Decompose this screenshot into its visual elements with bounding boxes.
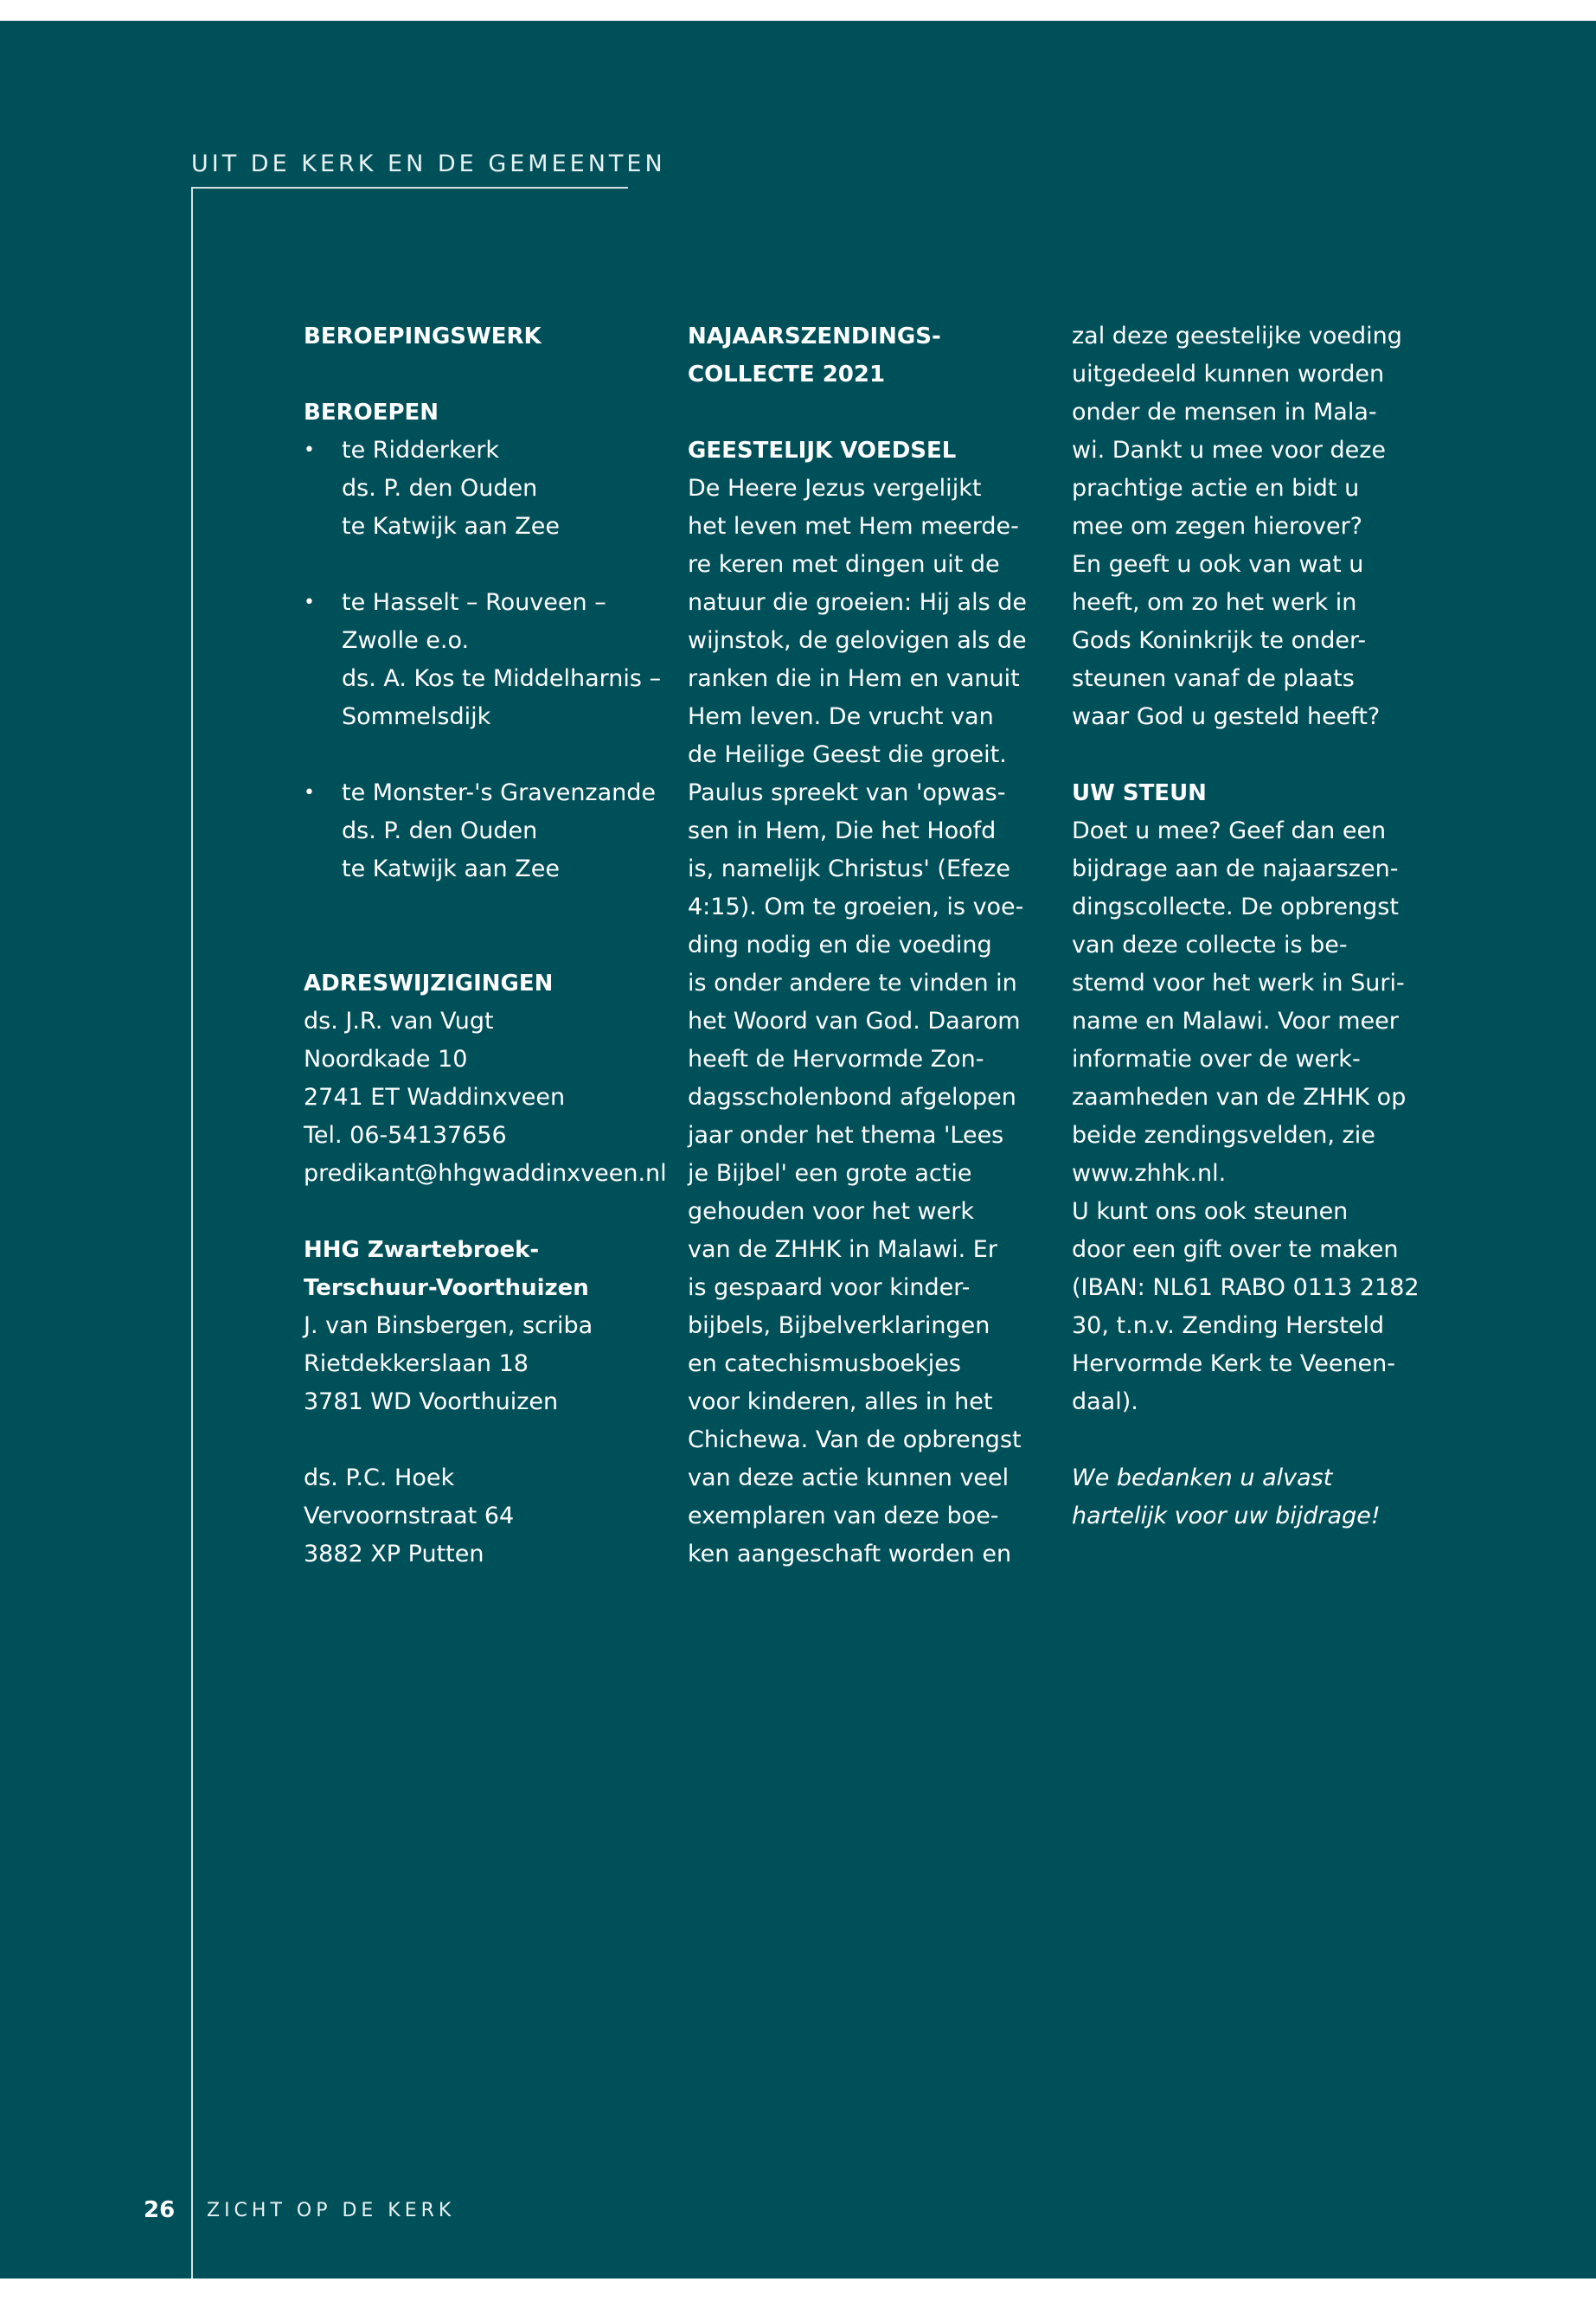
body-line: En geeft u ook van wat u: [1072, 551, 1364, 578]
beroep-line: Zwolle e.o.: [342, 627, 470, 654]
page: [0, 21, 1596, 2279]
body-line: uitgedeeld kunnen worden: [1072, 361, 1385, 388]
article-body: [1072, 812, 1426, 1421]
body-line: ken aangeschaft worden en: [688, 1541, 1012, 1567]
body-line: informatie over de werk-: [1072, 1046, 1361, 1073]
address-line: Noordkade 10: [304, 1046, 468, 1073]
body-line: sen in Hem, Die het Hoofd: [688, 817, 997, 844]
page-number: 26: [144, 2197, 176, 2223]
heading-beroepen: BEROEPEN: [304, 400, 439, 426]
bullet-icon: •: [304, 592, 315, 613]
magazine-title: ZICHT OP DE KERK: [207, 2200, 456, 2221]
address-line: J. van Binsbergen, scriba: [304, 1312, 593, 1339]
margin-rule: [191, 187, 193, 2279]
body-line: De Heere Jezus vergelijkt: [688, 475, 982, 502]
heading-beroepingswerk: BEROEPINGSWERK: [304, 324, 542, 349]
address-line: ds. P.C. Hoek: [304, 1465, 455, 1491]
body-line: zaamheden van de ZHHK op: [1072, 1084, 1407, 1111]
closing-line: hartelijk voor uw bijdrage!: [1072, 1503, 1381, 1529]
body-line: zal deze geestelijke voeding: [1072, 323, 1402, 349]
beroep-line: te Katwijk aan Zee: [342, 856, 560, 882]
section-label: UIT DE KERK EN DE GEMEENTEN: [191, 151, 666, 177]
body-line: (IBAN: NL61 RABO 0113 2182: [1072, 1274, 1420, 1301]
column-1: [304, 317, 667, 1574]
address-line: 2741 ET Waddinxveen: [304, 1084, 566, 1111]
body-line: jaar onder het thema 'Lees: [688, 1122, 1004, 1149]
beroep-line: te Katwijk aan Zee: [342, 513, 560, 540]
header-rule: [191, 187, 628, 189]
beroep-line: te Ridderkerk: [342, 437, 500, 464]
heading-uw-steun: UW STEUN: [1072, 780, 1207, 806]
beroep-item: [304, 584, 663, 736]
body-line: de Heilige Geest die groeit.: [688, 741, 1007, 768]
body-line: steunen vanaf de plaats: [1072, 665, 1355, 692]
body-line: 4:15). Om te groeien, is voe-: [688, 894, 1024, 920]
body-line: en catechismusboekjes: [688, 1350, 961, 1377]
body-line: Paulus spreekt van 'opwas-: [688, 779, 1006, 806]
address-line: Vervoornstraat 64: [304, 1503, 515, 1529]
body-line: van deze collecte is be-: [1072, 932, 1348, 958]
body-line: je Bijbel' een grote actie: [688, 1160, 972, 1187]
body-line: prachtige actie en bidt u: [1072, 475, 1360, 502]
body-line: is, namelijk Christus' (Efeze: [688, 856, 1010, 882]
body-line: Chichewa. Van de opbrengst: [688, 1426, 1022, 1453]
article-body: [1072, 317, 1426, 736]
body-line: exemplaren van deze boe-: [688, 1503, 999, 1529]
body-line: www.zhhk.nl.: [1072, 1160, 1227, 1187]
body-line: is gespaard voor kinder-: [688, 1274, 971, 1301]
body-line: is onder andere te vinden in: [688, 970, 1017, 997]
body-line: gehouden voor het werk: [688, 1198, 974, 1225]
heading-hhg: Terschuur-Voorthuizen: [304, 1275, 589, 1301]
article-title: NAJAARSZENDINGS-: [688, 324, 941, 349]
beroep-line: ds. P. den Ouden: [342, 817, 538, 844]
body-line: door een gift over te maken: [1072, 1236, 1399, 1263]
beroep-line: Sommelsdijk: [342, 703, 491, 730]
body-line: bijdrage aan de najaarszen-: [1072, 856, 1399, 882]
body-line: van de ZHHK in Malawi. Er: [688, 1236, 997, 1263]
body-line: natuur die groeien: Hij als de: [688, 589, 1028, 616]
body-line: 30, t.n.v. Zending Hersteld: [1072, 1312, 1385, 1339]
beroep-line: ds. P. den Ouden: [342, 475, 538, 502]
beroep-item: [304, 432, 663, 546]
body-line: waar God u gesteld heeft?: [1072, 703, 1381, 730]
article-body: [688, 470, 1047, 1574]
body-line: beide zendingsvelden, zie: [1072, 1122, 1375, 1149]
body-line: name en Malawi. Voor meer: [1072, 1008, 1399, 1035]
heading-adreswijzigingen: ADRESWIJZIGINGEN: [304, 971, 554, 997]
heading-hhg: HHG Zwartebroek-: [304, 1237, 540, 1263]
body-line: wijnstok, de gelovigen als de: [688, 627, 1027, 654]
beroep-line: te Hasselt – Rouveen –: [342, 589, 606, 616]
body-line: Doet u mee? Geef dan een: [1072, 817, 1387, 844]
closing-line: We bedanken u alvast: [1072, 1465, 1333, 1491]
body-line: stemd voor het werk in Suri-: [1072, 970, 1405, 997]
address-line: Rietdekkerslaan 18: [304, 1350, 529, 1377]
body-line: re keren met dingen uit de: [688, 551, 1000, 578]
beroep-line: te Monster-'s Gravenzande: [342, 779, 657, 806]
beroep-item: [304, 774, 663, 888]
body-line: voor kinderen, alles in het: [688, 1388, 993, 1415]
body-line: wi. Dankt u mee voor deze: [1072, 437, 1387, 464]
body-line: daal).: [1072, 1388, 1138, 1415]
phone-number: Tel. 06-54137656: [304, 1122, 507, 1149]
body-line: dingscollecte. De opbrengst: [1072, 894, 1399, 920]
body-line: heeft, om zo het werk in: [1072, 589, 1357, 616]
email-address: predikant@hhgwaddinxveen.nl: [304, 1160, 667, 1187]
body-line: Hem leven. De vrucht van: [688, 703, 994, 730]
body-line: van deze actie kunnen veel: [688, 1465, 1010, 1491]
body-line: het leven met Hem meerde-: [688, 513, 1019, 540]
body-line: heeft de Hervormde Zon-: [688, 1046, 984, 1073]
address-line: ds. J.R. van Vugt: [304, 1008, 494, 1035]
heading-geestelijk-voedsel: GEESTELIJK VOEDSEL: [688, 438, 957, 464]
beroep-line: ds. A. Kos te Middelharnis –: [342, 665, 662, 692]
body-line: onder de mensen in Mala-: [1072, 399, 1377, 426]
body-line: ranken die in Hem en vanuit: [688, 665, 1020, 692]
body-line: ding nodig en die voeding: [688, 932, 992, 958]
body-line: dagsscholenbond afgelopen: [688, 1084, 1016, 1111]
column-3: [1072, 317, 1426, 1535]
article-title: COLLECTE 2021: [688, 362, 886, 388]
body-line: mee om zegen hierover?: [1072, 513, 1363, 540]
column-2: [688, 317, 1047, 1574]
body-line: U kunt ons ook steunen: [1072, 1198, 1349, 1225]
body-line: Hervormde Kerk te Veenen-: [1072, 1350, 1396, 1377]
bullet-icon: •: [304, 439, 315, 461]
body-line: het Woord van God. Daarom: [688, 1008, 1021, 1035]
address-line: 3781 WD Voorthuizen: [304, 1388, 559, 1415]
body-line: bijbels, Bijbelverklaringen: [688, 1312, 990, 1339]
bullet-icon: •: [304, 782, 315, 804]
body-line: Gods Koninkrijk te onder-: [1072, 627, 1367, 654]
address-line: 3882 XP Putten: [304, 1541, 484, 1567]
